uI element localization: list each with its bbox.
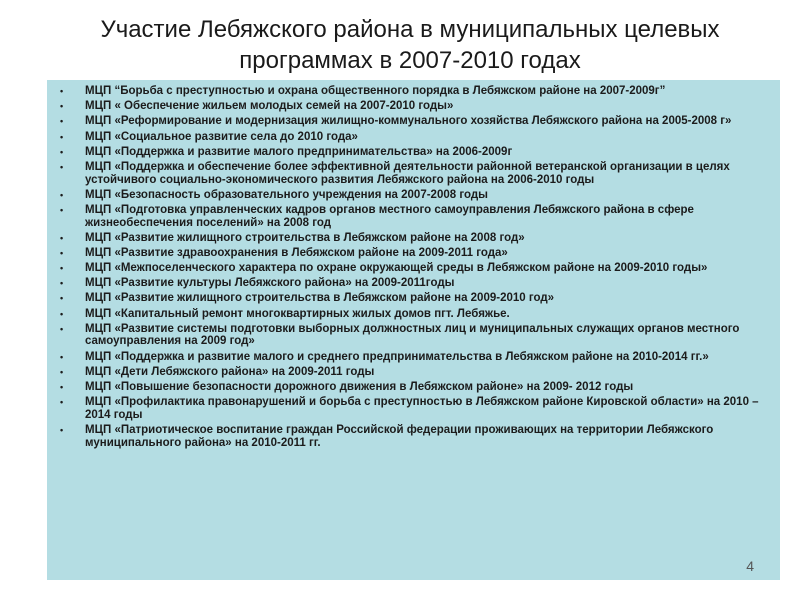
slide-title: Участие Лебяжского района в муниципальных целевых программах в 2007-2010 годах	[100, 16, 720, 74]
bullet-icon: •	[60, 397, 64, 408]
bullet-icon: •	[60, 131, 64, 142]
list-item	[58, 323, 772, 348]
list-item-text: МЦП « Обеспечение жильем молодых семей на 2007-2010 годы»	[85, 100, 454, 113]
bullet-icon: •	[60, 366, 64, 377]
bullet-icon: •	[60, 351, 64, 362]
list-item-text: МЦП «Межпоселенческого характера по охране окружающей среды в Лебяжском районе на 2009-2010 годы»	[85, 262, 708, 275]
list-item-text: МЦП «Развитие жилищного строительства в Лебяжском районе на 2008 год»	[85, 231, 525, 244]
list-item-text: МЦП “Борьба с преступностью и охрана общественного порядка в Лебяжском районе на 2007-2009г”	[85, 85, 666, 97]
bullet-icon: •	[60, 232, 64, 243]
list-item-text: МЦП «Подготовка управленческих кадров органов местного самоуправления Лебяжского района в сфере жизнеобеспечения поселений» на 2008 год	[85, 203, 694, 229]
program-list	[58, 85, 772, 449]
bullet-icon: •	[60, 278, 64, 289]
bullet-icon: •	[60, 308, 64, 319]
list-item-text: МЦП «Патриотическое воспитание граждан Российской федерации проживающих на территории Лебяжского муниципального района» на 2010-2011 гг.	[85, 423, 714, 449]
list-item	[58, 161, 772, 186]
bullet-icon: •	[60, 247, 64, 258]
list-item-text: МЦП «Капитальный ремонт многоквартирных жилых домов пгт. Лебяжье.	[85, 307, 510, 320]
list-item	[58, 262, 772, 275]
list-item-text: МЦП «Поддержка и развитие малого и среднего предпринимательства в Лебяжском районе на 2010-2014 гг.»	[85, 350, 709, 363]
list-item-text: МЦП «Развитие жилищного строительства в Лебяжском районе на 2009-2010 год»	[85, 292, 555, 305]
program-list-panel	[47, 80, 780, 580]
list-item-text: МЦП «Развитие системы подготовки выборных должностных лиц и муниципальных служащих органов местного самоуправления на 2009 год»	[85, 322, 740, 348]
list-item	[58, 115, 772, 128]
bullet-icon: •	[60, 189, 64, 200]
list-item	[58, 366, 772, 379]
list-item	[58, 100, 772, 113]
list-item	[58, 396, 772, 421]
list-item-text: МЦП «Повышение безопасности дорожного движения в Лебяжском районе» на 2009- 2012 годы	[85, 380, 634, 393]
list-item-text: МЦП «Поддержка и обеспечение более эффективной деятельности районной ветеранской организации в целях устойчивого социально-экономического развития Лебяжского района на 2006-2010 годы	[85, 160, 730, 186]
list-item-text: МЦП «Развитие здравоохранения в Лебяжском районе на 2009-2011 года»	[85, 246, 508, 259]
list-item	[58, 247, 772, 260]
list-item-text: МЦП «Социальное развитие села до 2010 года»	[85, 130, 358, 143]
list-item	[58, 292, 772, 305]
bullet-icon: •	[60, 86, 64, 96]
page-number: 4	[746, 558, 754, 574]
list-item	[58, 146, 772, 159]
list-item-text: МЦП «Реформирование и модернизация жилищно-коммунального хозяйства Лебяжского района на 2005-2008 г»	[85, 115, 732, 128]
bullet-icon: •	[60, 381, 64, 392]
list-item-text: МЦП «Дети Лебяжского района» на 2009-2011 годы	[85, 365, 375, 378]
bullet-icon: •	[60, 263, 64, 274]
list-item	[58, 189, 772, 202]
bullet-icon: •	[60, 323, 64, 334]
bullet-icon: •	[60, 424, 64, 435]
list-item-text: МЦП «Развитие культуры Лебяжского района» на 2009-2011годы	[85, 277, 455, 290]
list-item	[58, 424, 772, 449]
list-item	[58, 85, 772, 98]
list-item-text: МЦП «Безопасность образовательного учреждения на 2007-2008 годы	[85, 188, 488, 201]
bullet-icon: •	[60, 116, 64, 127]
list-item	[58, 232, 772, 245]
bullet-icon: •	[60, 204, 64, 215]
list-item-text: МЦП «Поддержка и развитие малого предпринимательства» на 2006-2009г	[85, 145, 513, 158]
list-item	[58, 381, 772, 394]
bullet-icon: •	[60, 101, 64, 112]
list-item	[58, 308, 772, 321]
list-item	[58, 131, 772, 144]
list-item	[58, 204, 772, 229]
list-item-text: МЦП «Профилактика правонарушений и борьба с преступностью в Лебяжском районе Кировской области» на 2010 – 2014 годы	[85, 396, 759, 421]
list-item	[58, 351, 772, 364]
bullet-icon: •	[60, 146, 64, 157]
bullet-icon: •	[60, 293, 64, 304]
list-item	[58, 277, 772, 290]
bullet-icon: •	[60, 161, 64, 172]
